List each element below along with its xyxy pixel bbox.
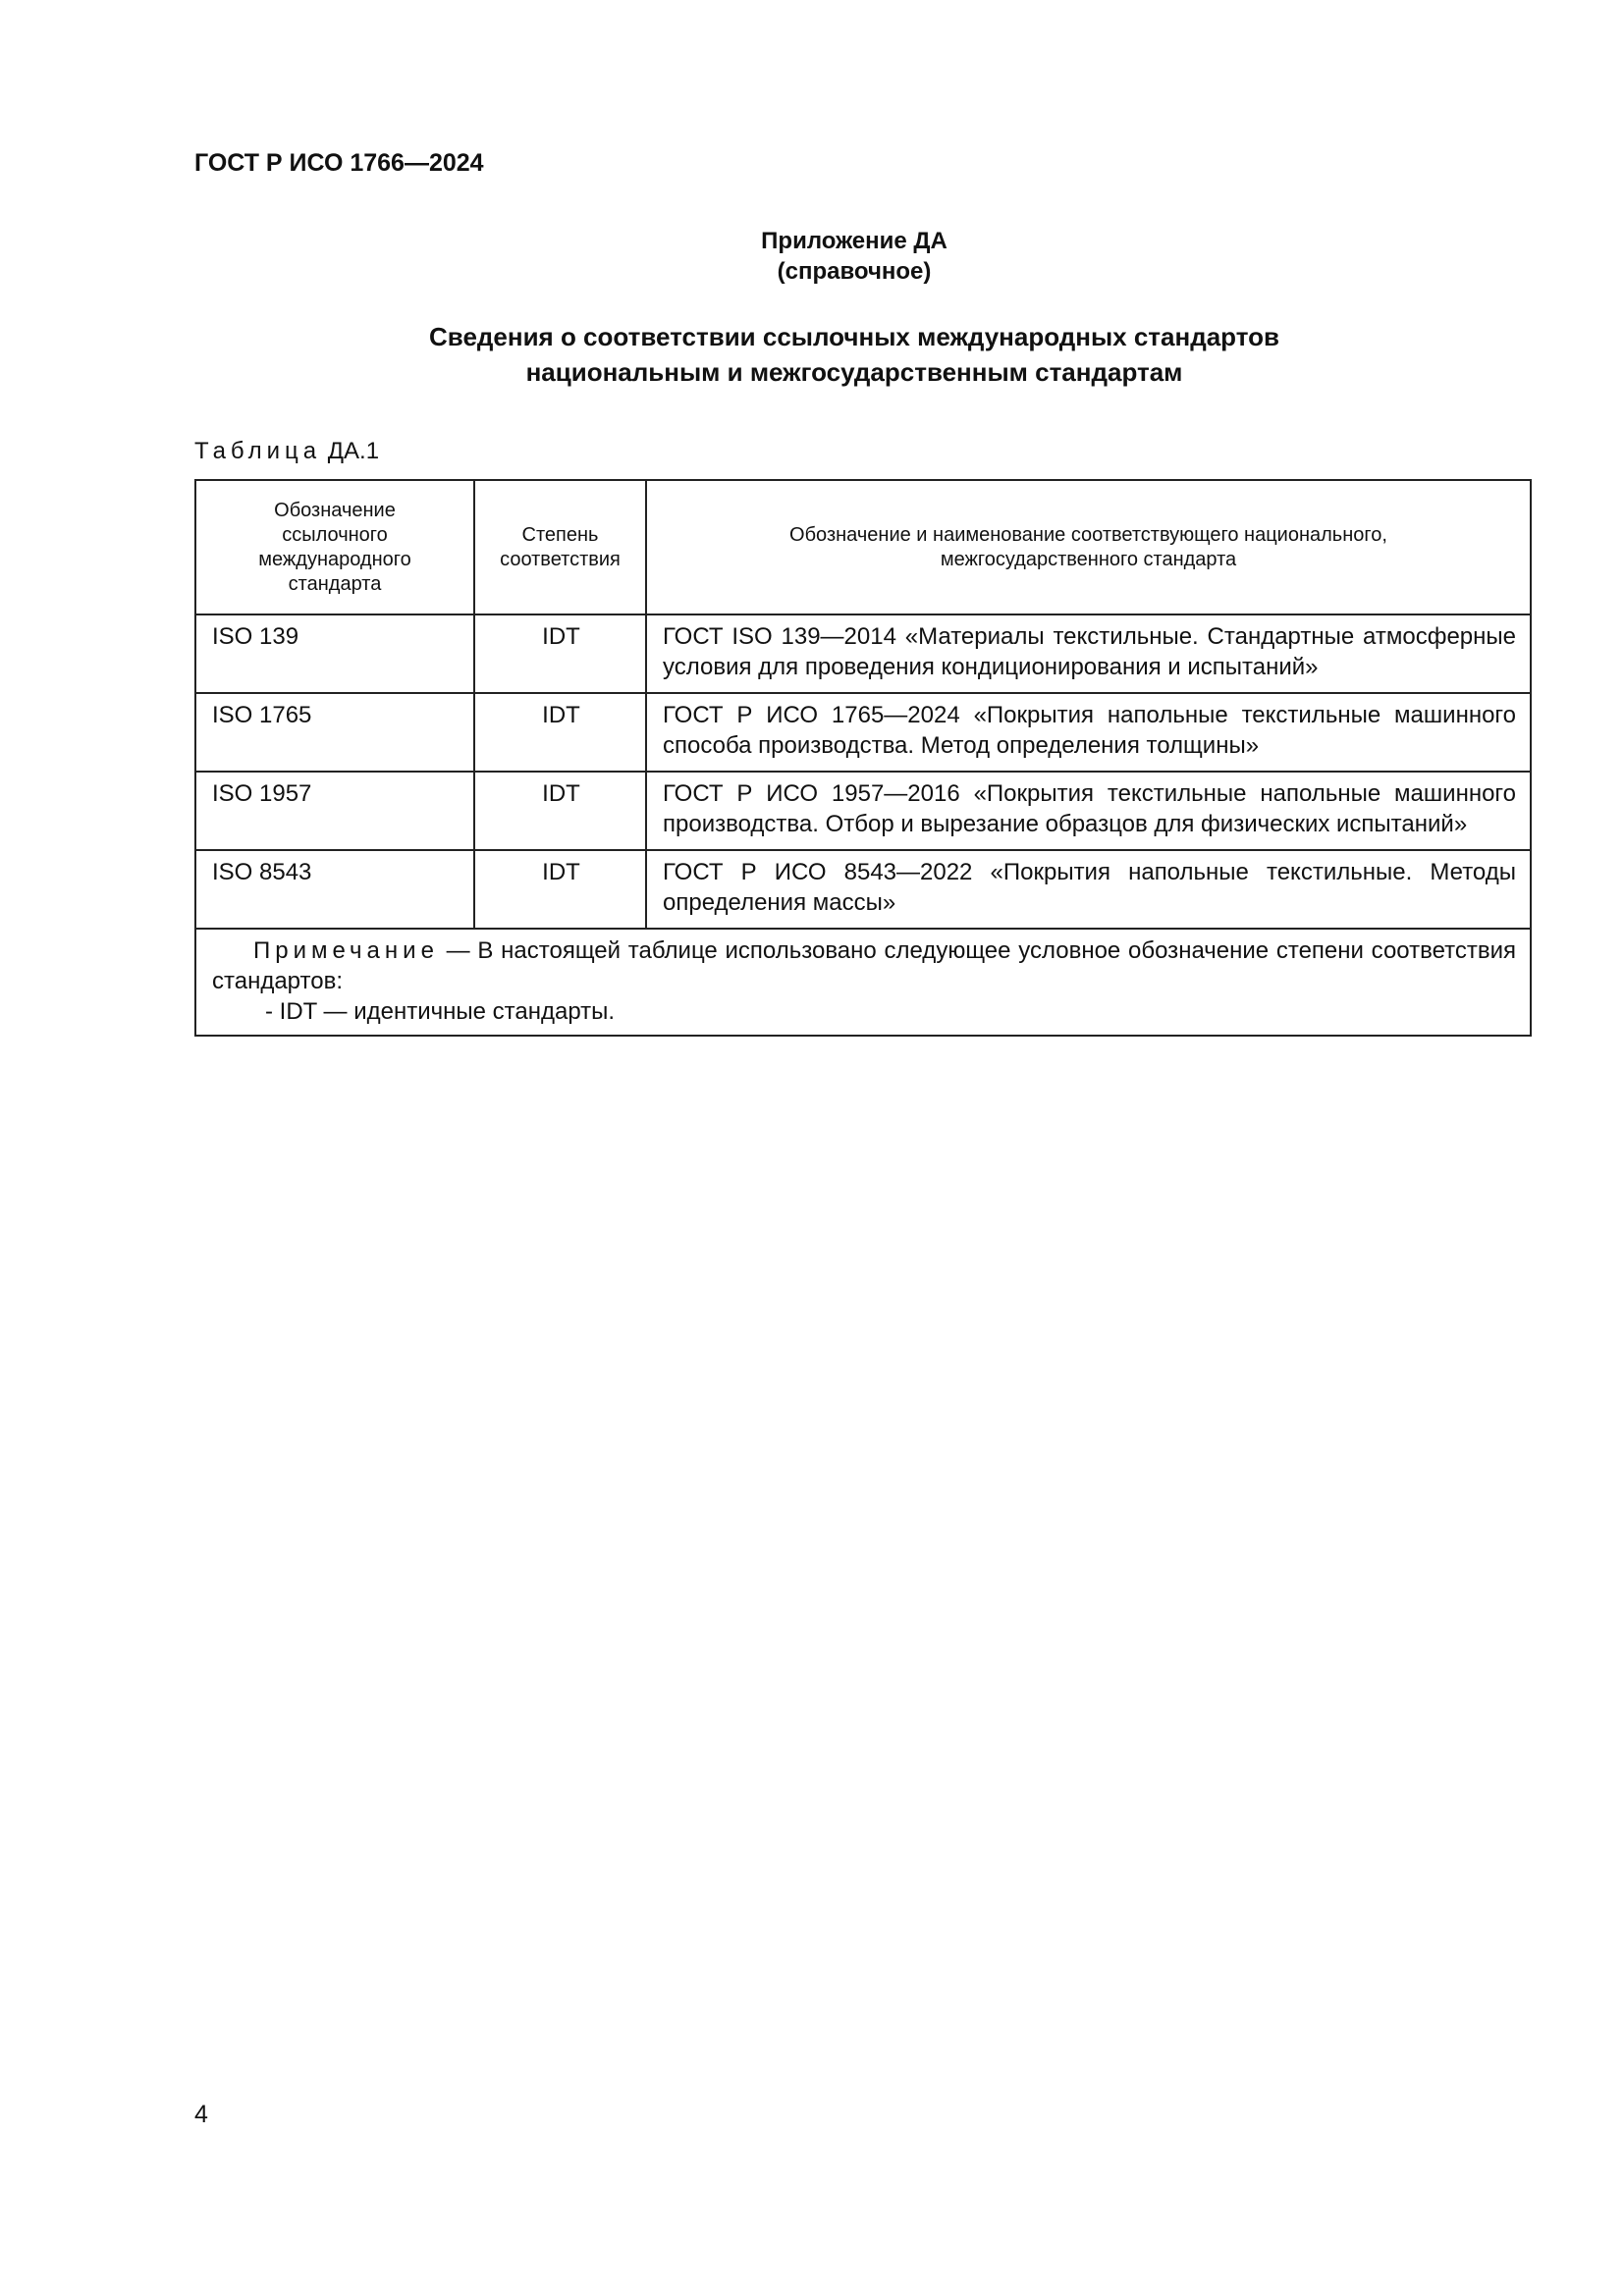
- cell-degree: IDT: [474, 772, 646, 850]
- cell-degree: IDT: [474, 850, 646, 929]
- header-degree: Степень соответствия: [474, 480, 646, 614]
- table-row: [195, 614, 1531, 693]
- note-paragraph: [212, 935, 1516, 996]
- cell-national: ГОСТ ISO 139—2014 «Материалы текстильные. Стандартные атмосферные условия для проведения кондиционирования и испытаний»: [646, 614, 1531, 693]
- table-caption-number: ДА.1: [327, 438, 380, 464]
- table-note-row: [195, 929, 1531, 1036]
- header-intl-standard: Обозначение ссылочного международного стандарта: [195, 480, 474, 614]
- table-row: [195, 772, 1531, 850]
- note-text: — В настоящей таблице использовано следующее условное обозначение степени соответствия стандартов:: [212, 937, 1516, 994]
- cell-national: ГОСТ Р ИСО 1957—2016 «Покрытия текстильные напольные машинного производства. Отбор и вырезание образцов для физических испытаний»: [646, 772, 1531, 850]
- table-header-row: [195, 480, 1531, 614]
- table-note: [195, 929, 1531, 1036]
- cell-national: ГОСТ Р ИСО 1765—2024 «Покрытия напольные текстильные машинного способа производства. Метод определения толщины»: [646, 693, 1531, 772]
- cell-degree: IDT: [474, 693, 646, 772]
- table-caption: [194, 438, 379, 465]
- annex-label: Приложение ДА: [761, 228, 947, 254]
- cell-national: ГОСТ Р ИСО 8543—2022 «Покрытия напольные текстильные. Методы определения массы»: [646, 850, 1531, 929]
- table-row: [195, 850, 1531, 929]
- cell-degree: IDT: [474, 614, 646, 693]
- correspondence-table: [194, 479, 1532, 1037]
- cell-intl: ISO 139: [195, 614, 474, 693]
- page-number: 4: [194, 2101, 208, 2128]
- annex-status: (справочное): [777, 258, 932, 285]
- cell-intl: ISO 8543: [195, 850, 474, 929]
- header-national-standard: Обозначение и наименование соответствующего национального, межгосударственного стандарта: [646, 480, 1531, 614]
- note-lead: Примечание: [253, 937, 439, 964]
- table-row: [195, 693, 1531, 772]
- annex-heading: [0, 226, 1624, 287]
- annex-title-line-2: национальным и межгосударственным стандартам: [525, 357, 1183, 387]
- annex-title: [0, 319, 1624, 390]
- cell-intl: ISO 1957: [195, 772, 474, 850]
- running-head: ГОСТ Р ИСО 1766—2024: [194, 149, 484, 177]
- note-list-item: - IDT — идентичные стандарты.: [265, 998, 616, 1025]
- annex-title-line-1: Сведения о соответствии ссылочных международных стандартов: [429, 322, 1279, 351]
- table-caption-word: Таблица: [194, 438, 322, 464]
- cell-intl: ISO 1765: [195, 693, 474, 772]
